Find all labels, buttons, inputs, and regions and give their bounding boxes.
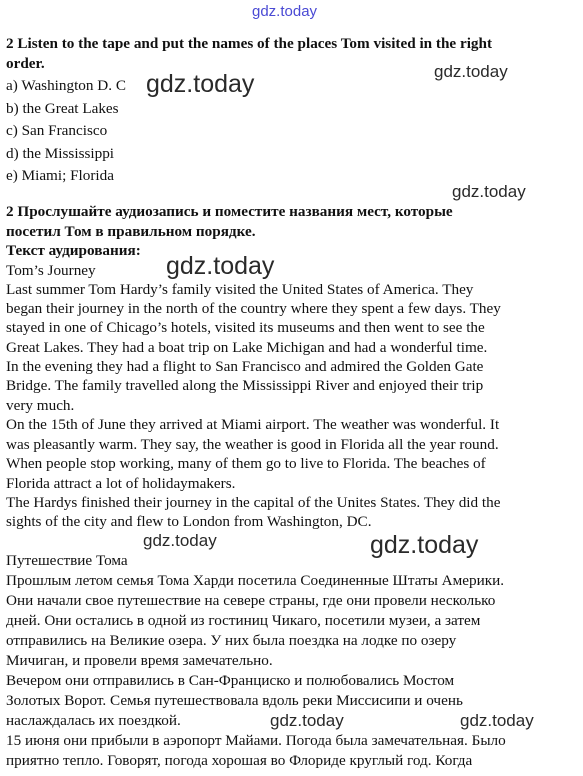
list-item: d) the Mississippi: [6, 145, 115, 162]
russian-line: Вечером они отправились в Сан-Франциско и полюбовались Мостом: [6, 672, 455, 689]
list-item: b) the Great Lakes: [6, 100, 119, 117]
task-title: order.: [6, 55, 45, 72]
task-title-ru: 2 Прослушайте аудиозапись и поместите названия мест, которые: [6, 203, 453, 220]
russian-line: Золотых Ворот. Семья путешествовала вдоль реки Миссисипи и очень: [6, 692, 463, 709]
watermark: gdz.today: [270, 711, 344, 730]
english-line: The Hardys finished their journey in the capital of the Unites States. They did the: [6, 494, 501, 511]
english-line: very much.: [6, 397, 75, 414]
watermark: gdz.today: [146, 70, 255, 98]
watermark: gdz.today: [166, 252, 275, 280]
english-line: In the evening they had a flight to San Francisco and admired the Golden Gate: [6, 358, 484, 375]
russian-line: отправились на Великие озера. У них была поездка на лодке по озеру: [6, 632, 457, 649]
english-line: On the 15th of June they arrived at Miami airport. The weather was wonderful. It: [6, 416, 500, 433]
russian-title: Путешествие Тома: [6, 552, 128, 569]
english-line: Great Lakes. They had a boat trip on Lake Michigan and had a wonderful time.: [6, 339, 488, 356]
english-title: Tom’s Journey: [6, 262, 96, 279]
russian-line: Они начали свое путешествие на севере страны, где они провели несколько: [6, 592, 496, 609]
watermark: gdz.today: [452, 182, 526, 201]
english-line: sights of the city and flew to London from Washington, DC.: [6, 513, 372, 530]
list-item: a) Washington D. C: [6, 77, 126, 94]
watermark: gdz.today: [370, 531, 479, 559]
russian-line: Мичиган, и провели время замечательно.: [6, 652, 273, 669]
task-title-ru: посетил Том в правильном порядке.: [6, 223, 256, 240]
russian-line: приятно тепло. Говорят, погода хорошая во Флориде круглый год. Когда: [6, 752, 473, 769]
watermark: gdz.today: [460, 711, 534, 730]
english-line: Bridge. The family travelled along the Mississippi River and enjoyed their trip: [6, 377, 484, 394]
script-heading: Текст аудирования:: [6, 242, 141, 259]
english-line: Last summer Tom Hardy’s family visited the United States of America. They: [6, 281, 474, 298]
english-line: Florida attract a lot of holidaymakers.: [6, 475, 236, 492]
watermark-top: gdz.today: [252, 3, 318, 20]
task-title: 2 Listen to the tape and put the names of the places Tom visited in the right: [6, 35, 493, 52]
watermark: gdz.today: [143, 531, 217, 550]
english-line: stayed in one of Chicago’s hotels, visited its museums and then went to see the: [6, 319, 485, 336]
list-item: c) San Francisco: [6, 122, 108, 139]
russian-line: наслаждалась их поездкой.: [6, 712, 181, 729]
english-line: was pleasantly warm. They say, the weather is good in Florida all the year round.: [6, 436, 499, 453]
russian-line: дней. Они остались в одной из гостиниц Чикаго, посетили музеи, а затем: [6, 612, 481, 629]
russian-line: 15 июня они прибыли в аэропорт Майами. Погода была замечательная. Было: [6, 732, 506, 749]
english-line: began their journey in the north of the country where they spent a few days. They: [6, 300, 501, 317]
list-item: e) Miami; Florida: [6, 167, 114, 184]
english-line: When people stop working, many of them go to live to Florida. The beaches of: [6, 455, 486, 472]
russian-line: Прошлым летом семья Тома Харди посетила Соединенные Штаты Америки.: [6, 572, 505, 589]
watermark: gdz.today: [434, 62, 508, 81]
